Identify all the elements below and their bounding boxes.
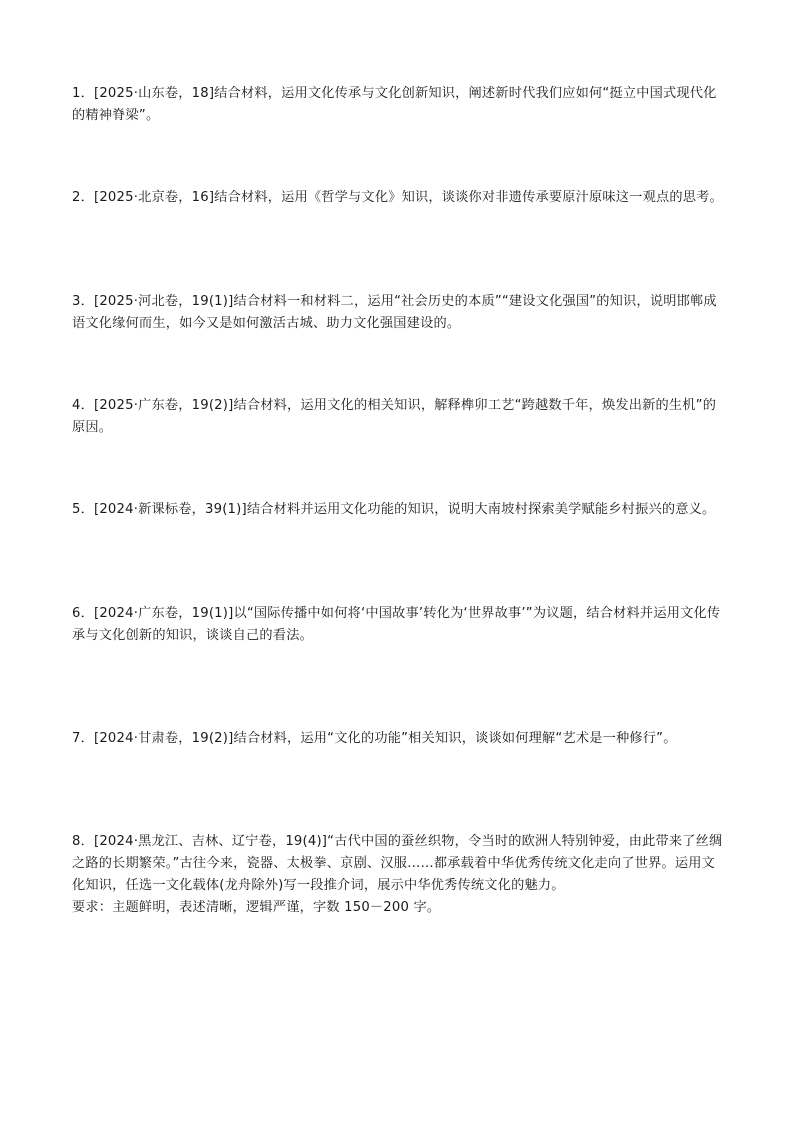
question-7 <box>72 728 724 750</box>
question-source: [2025·山东卷，18] <box>93 86 215 101</box>
question-number: 4． <box>72 398 94 413</box>
question-text: 结合材料，运用文化传承与文化创新知识，阐述新时代我们应如何“挺立中国式现代化的精神脊梁”。 <box>72 86 717 123</box>
question-number: 3． <box>72 294 94 309</box>
question-text: 结合材料一和材料二，运用“社会历史的本质”“建设文化强国”的知识，说明邯郸成语文化缘何而生，如今又是如何激活古城、助力文化强国建设的。 <box>72 294 717 331</box>
question-number: 8． <box>72 834 94 849</box>
question-8 <box>72 831 724 919</box>
question-source: [2025·广东卷，19(2)] <box>93 398 234 413</box>
question-number: 7． <box>72 731 94 746</box>
question-text: 结合材料并运用文化功能的知识，说明大南坡村探索美学赋能乡村振兴的意义。 <box>246 502 716 517</box>
question-text: 结合材料，运用文化的相关知识，解释榫卯工艺“跨越数千年，焕发出新的生机”的原因。 <box>72 398 717 435</box>
question-number: 2． <box>72 190 94 205</box>
question-6 <box>72 603 724 647</box>
question-source: [2024·广东卷，19(1)] <box>93 606 234 621</box>
question-4 <box>72 395 724 439</box>
question-text: 结合材料，运用“文化的功能”相关知识，谈谈如何理解“艺术是一种修行”。 <box>233 731 677 746</box>
question-text: 结合材料，运用《哲学与文化》知识，谈谈你对非遗传承要原汁原味这一观点的思考。 <box>214 190 723 205</box>
question-source: [2024·甘肃卷，19(2)] <box>93 731 234 746</box>
question-source: [2024·新课标卷，39(1)] <box>93 502 247 517</box>
question-1 <box>72 83 724 127</box>
question-text: “古代中国的蚕丝织物，令当时的欧洲人特别钟爱，由此带来了丝绸之路的长期繁荣。”古往今来，瓷器、太极拳、京剧、汉服……都承载着中华优秀传统文化走向了世界。运用文化知识，任选一文化载体(龙舟除外)写一段推介词，展示中华优秀传统文化的魅力。 <box>72 834 723 893</box>
question-2 <box>72 187 724 209</box>
question-number: 6． <box>72 606 94 621</box>
question-number: 5． <box>72 502 94 517</box>
question-source: [2025·河北卷，19(1)] <box>93 294 234 309</box>
question-source: [2024·黑龙江、吉林、辽宁卷，19(4)] <box>93 834 328 849</box>
question-source: [2025·北京卷，16] <box>93 190 215 205</box>
question-requirement: 要求：主题鲜明，表述清晰，逻辑严谨，字数 150－200 字。 <box>72 900 441 915</box>
question-3 <box>72 291 724 335</box>
question-text: 以“国际传播中如何将‘中国故事’转化为‘世界故事’”为议题，结合材料并运用文化传承与文化创新的知识，谈谈自己的看法。 <box>72 606 721 643</box>
question-number: 1． <box>72 86 94 101</box>
question-5 <box>72 499 724 521</box>
